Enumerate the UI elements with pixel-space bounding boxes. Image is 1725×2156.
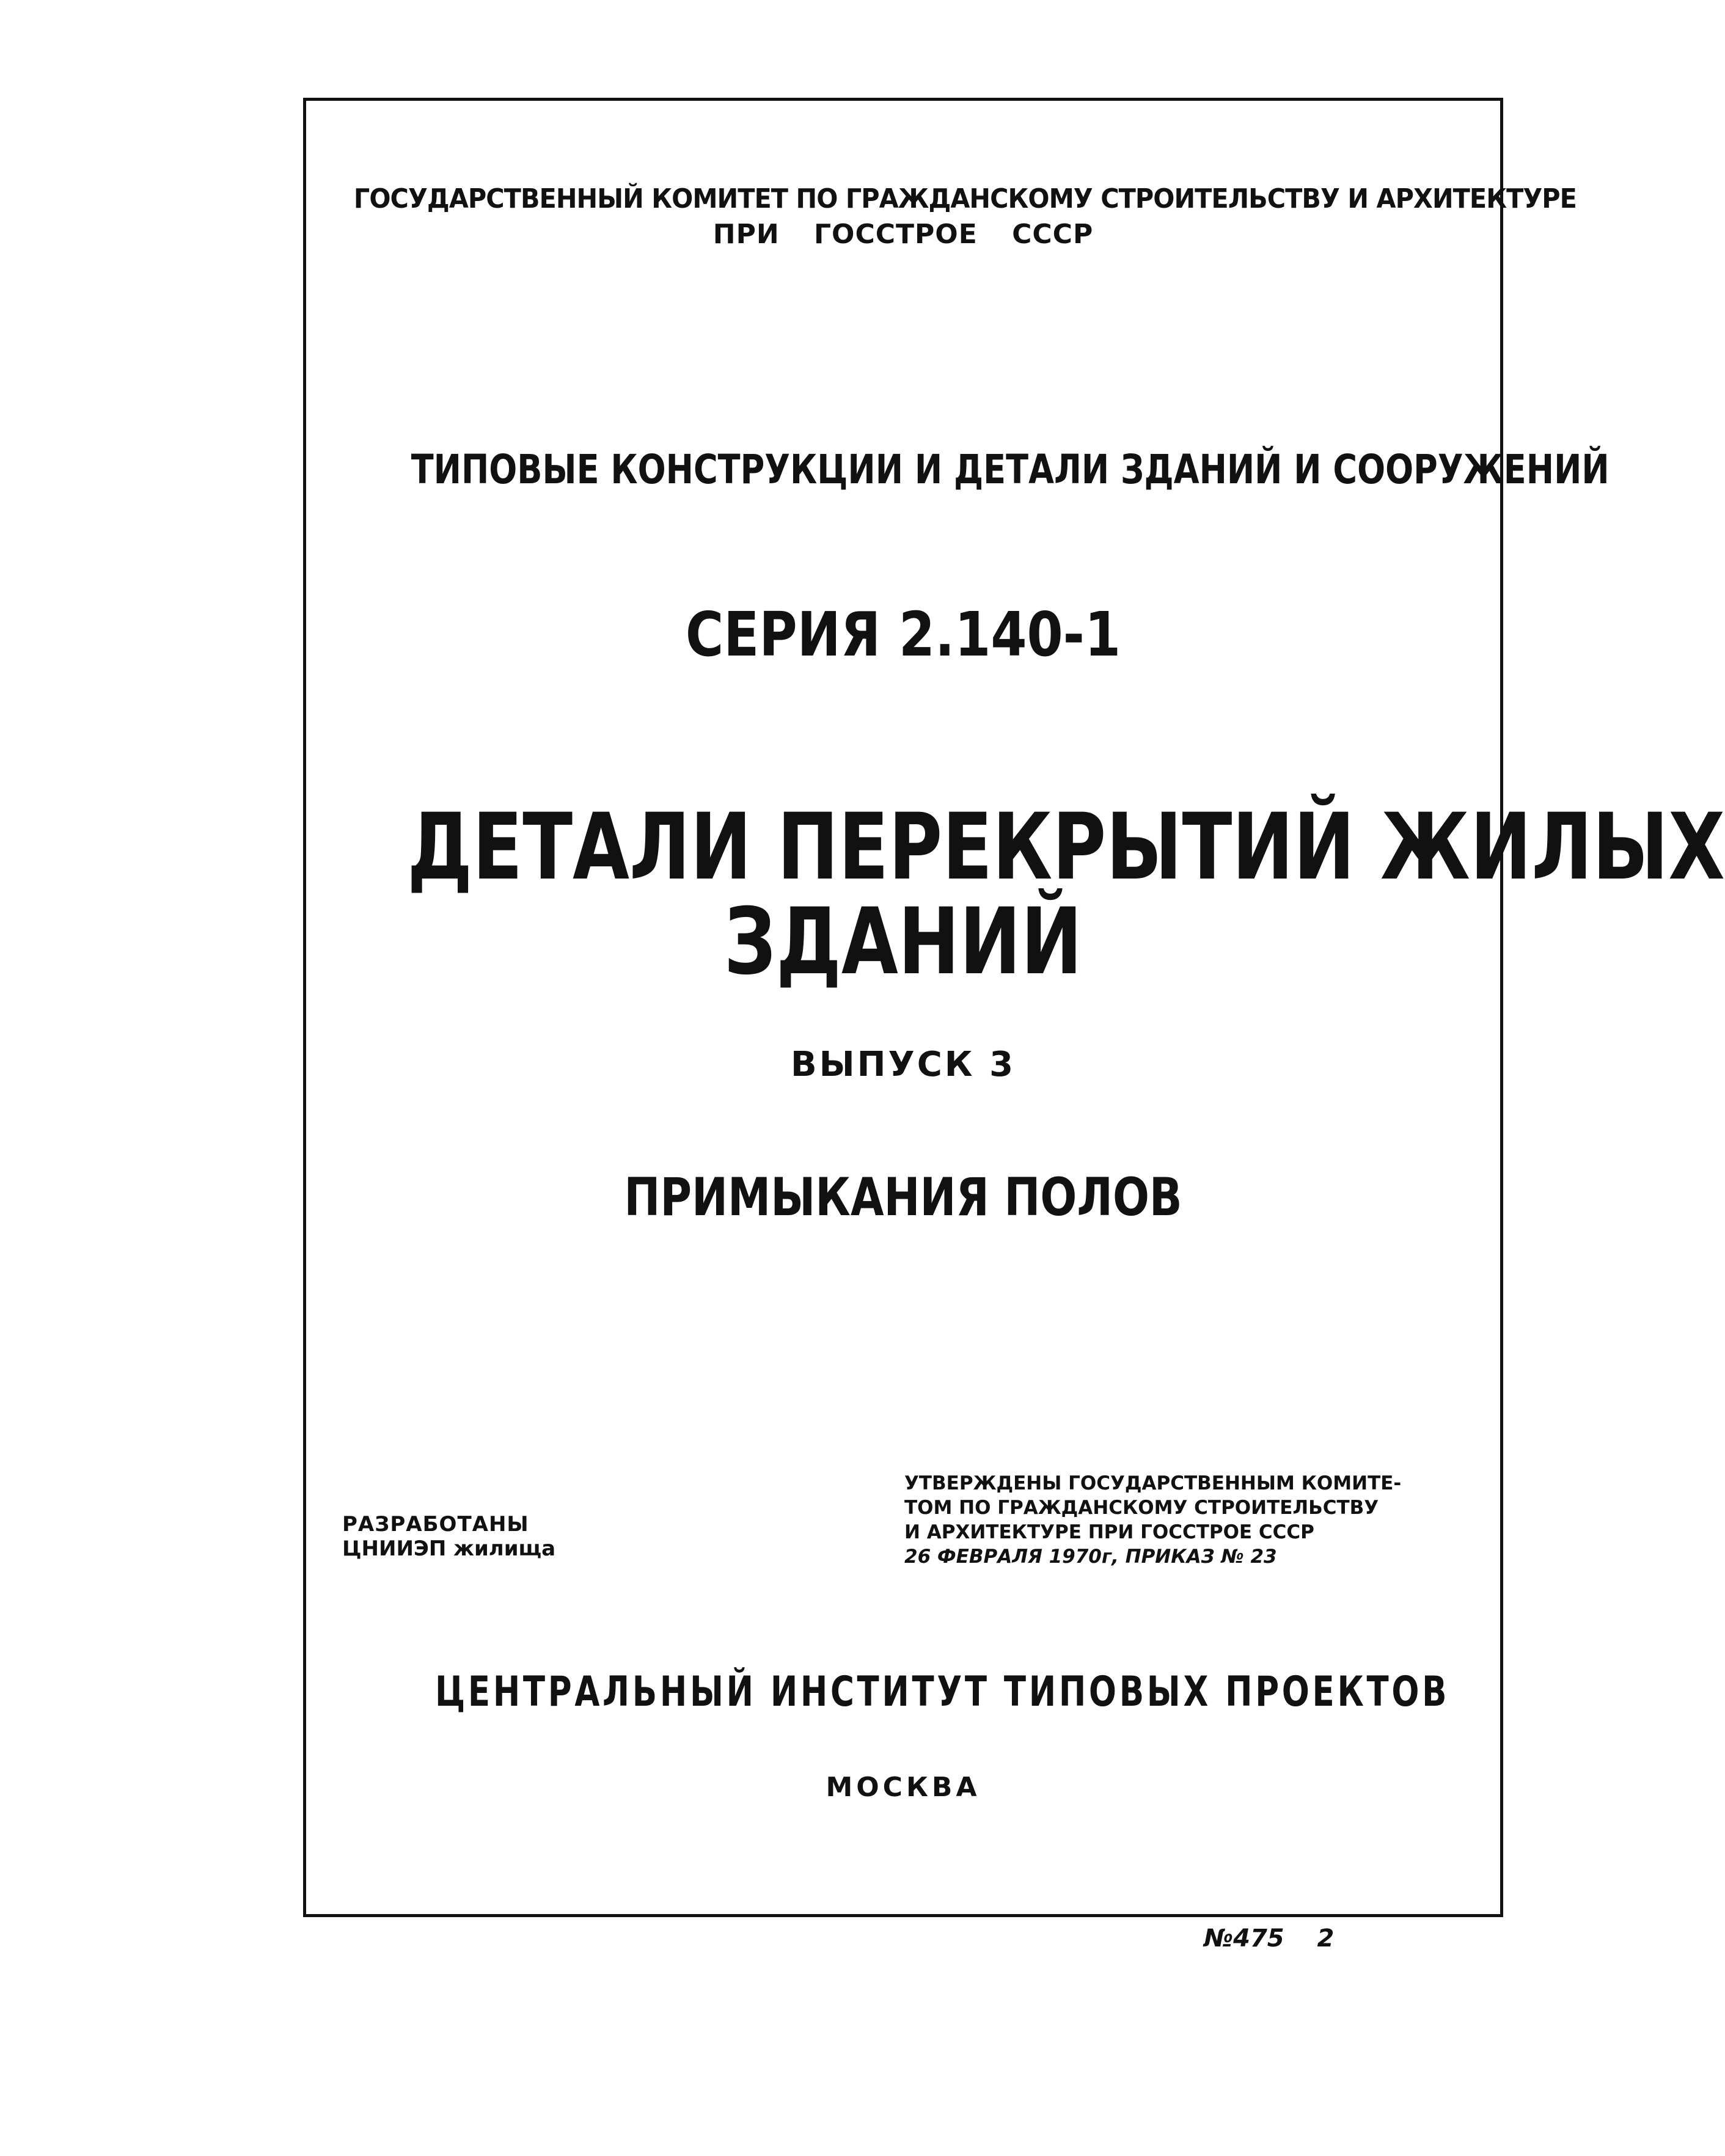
approval-line-2: ТОМ ПО ГРАЖДАНСКОМУ СТРОИТЕЛЬСТВУ (904, 1497, 1379, 1519)
document-subtitle: ПРИМЫКАНИЯ ПОЛОВ (624, 1167, 1182, 1228)
sheet-code: №475 2 (1204, 1924, 1335, 1953)
committee-line-1: ГОСУДАРСТВЕННЫЙ КОМИТЕТ ПО ГРАЖДАНСКОМУ СТРОИТЕЛЬСТВУ И АРХИТЕКТУРЕ (353, 183, 1577, 214)
series-number: СЕРИЯ 2.140-1 (685, 599, 1121, 670)
document-title-line-2: ЗДАНИЙ (723, 889, 1083, 995)
issue-number: ВЫПУСК 3 (790, 1045, 1016, 1084)
document-title-line-1: ДЕТАЛИ ПЕРЕКРЫТИЙ ЖИЛЫХ (407, 794, 1725, 901)
typical-designs-heading: ТИПОВЫЕ КОНСТРУКЦИИ И ДЕТАЛИ ЗДАНИЙ И СООРУЖЕНИЙ (411, 446, 1610, 493)
developed-by-label: РАЗРАБОТАНЫ (342, 1512, 529, 1537)
page-frame (303, 98, 1725, 1917)
approval-line-4: 26 ФЕВРАЛЯ 1970г, ПРИКАЗ № 23 (904, 1546, 1277, 1568)
committee-line-2: ПРИ ГОССТРОЕ СССР (712, 219, 1094, 250)
institute-name: ЦЕНТРАЛЬНЫЙ ИНСТИТУТ ТИПОВЫХ ПРОЕКТОВ (435, 1668, 1450, 1716)
approval-line-3: И АРХИТЕКТУРЕ ПРИ ГОССТРОЕ СССР (904, 1521, 1314, 1543)
developed-by-org: ЦНИИЭП жилища (342, 1537, 556, 1561)
approval-line-1: УТВЕРЖДЕНЫ ГОСУДАРСТВЕННЫМ КОМИТЕ- (904, 1472, 1402, 1494)
city-name: МОСКВА (826, 1772, 981, 1803)
